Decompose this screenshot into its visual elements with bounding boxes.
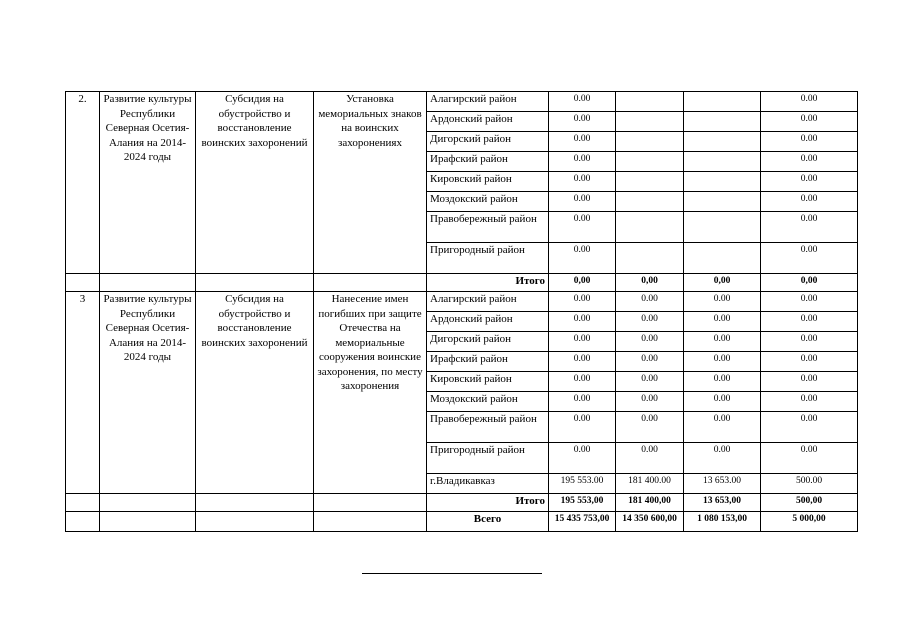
district-name: Моздокский район [427,392,549,412]
district-name: Ирафский район [427,152,549,172]
table-row [66,292,858,312]
grand-total-row [66,512,858,532]
amount-cell: 0.00 [761,412,858,443]
district-name: Пригородный район [427,243,549,274]
amount-cell: 0.00 [549,192,616,212]
amount-cell: 500.00 [761,474,858,494]
amount-cell: 0.00 [684,292,761,312]
table-row [66,92,858,112]
amount-cell: 0.00 [761,292,858,312]
amount-cell: 0.00 [549,212,616,243]
amount-cell [684,112,761,132]
amount-cell: 0.00 [761,312,858,332]
empty-cell [66,512,100,532]
empty-cell [196,494,314,512]
district-name: Дигорский район [427,332,549,352]
empty-cell [66,494,100,512]
amount-cell: 13 653.00 [684,474,761,494]
amount-cell: 0.00 [761,372,858,392]
grand-total-amount: 15 435 753,00 [549,512,616,532]
amount-cell [684,132,761,152]
subtotal-label: Итого [427,274,549,292]
empty-cell [66,274,100,292]
amount-cell [616,92,684,112]
amount-cell [616,152,684,172]
subtotal-amount: 0,00 [684,274,761,292]
district-name: Алагирский район [427,92,549,112]
grand-total-amount: 14 350 600,00 [616,512,684,532]
row-number: 2. [66,92,100,274]
grand-total-amount: 1 080 153,00 [684,512,761,532]
measure-name: Субсидия на обустройство и восстановление воинских захоронений [196,292,314,494]
subtotal-label: Итого [427,494,549,512]
amount-cell: 0.00 [761,192,858,212]
amount-cell [684,212,761,243]
district-name: Кировский район [427,372,549,392]
row-number: 3 [66,292,100,494]
amount-cell: 0.00 [616,372,684,392]
amount-cell [684,152,761,172]
amount-cell: 0.00 [761,332,858,352]
amount-cell: 0.00 [684,332,761,352]
empty-cell [314,512,427,532]
district-name: г.Владикавказ [427,474,549,494]
grand-total-label: Всего [427,512,549,532]
district-name: Алагирский район [427,292,549,312]
amount-cell [616,132,684,152]
empty-cell [314,494,427,512]
amount-cell [684,172,761,192]
subtotal-row [66,494,858,512]
subtotal-amount: 13 653,00 [684,494,761,512]
program-name: Развитие культуры Республики Северная Осетия-Алания на 2014-2024 годы [100,92,196,274]
action-name: Нанесение имен погибших при защите Отечества на мемориальные сооружения воинские захоронения, по месту захоронения [314,292,427,494]
amount-cell: 0.00 [549,132,616,152]
amount-cell [616,192,684,212]
amount-cell: 0.00 [549,92,616,112]
amount-cell [616,212,684,243]
amount-cell: 0.00 [549,292,616,312]
amount-cell: 0.00 [549,172,616,192]
amount-cell [616,243,684,274]
measure-name: Субсидия на обустройство и восстановление воинских захоронений [196,92,314,274]
amount-cell: 0.00 [549,243,616,274]
amount-cell: 0.00 [684,352,761,372]
district-name: Правобережный район [427,212,549,243]
district-name: Ардонский район [427,312,549,332]
subtotal-amount: 500,00 [761,494,858,512]
amount-cell: 0.00 [761,132,858,152]
amount-cell: 0.00 [684,443,761,474]
subtotal-amount: 181 400,00 [616,494,684,512]
subtotal-amount: 195 553,00 [549,494,616,512]
amount-cell: 0.00 [616,443,684,474]
amount-cell: 0.00 [761,92,858,112]
district-name: Кировский район [427,172,549,192]
amount-cell: 0.00 [684,372,761,392]
empty-cell [196,274,314,292]
amount-cell: 0.00 [549,392,616,412]
amount-cell: 0.00 [549,443,616,474]
grand-total-amount: 5 000,00 [761,512,858,532]
amount-cell [684,243,761,274]
amount-cell: 0.00 [684,392,761,412]
empty-cell [196,512,314,532]
amount-cell: 0.00 [616,352,684,372]
amount-cell: 0.00 [761,172,858,192]
amount-cell: 0.00 [616,312,684,332]
amount-cell: 0.00 [549,152,616,172]
amount-cell: 0.00 [761,112,858,132]
district-name: Правобережный район [427,412,549,443]
subtotal-row [66,274,858,292]
program-name: Развитие культуры Республики Северная Осетия-Алания на 2014-2024 годы [100,292,196,494]
empty-cell [314,274,427,292]
amount-cell: 0.00 [616,392,684,412]
amount-cell: 0.00 [549,112,616,132]
district-name: Дигорский район [427,132,549,152]
empty-cell [100,274,196,292]
amount-cell: 0.00 [684,312,761,332]
amount-cell [684,192,761,212]
amount-cell: 0.00 [549,412,616,443]
amount-cell: 195 553.00 [549,474,616,494]
amount-cell: 0.00 [549,332,616,352]
amount-cell: 0.00 [761,152,858,172]
amount-cell: 0.00 [616,412,684,443]
empty-cell [100,512,196,532]
amount-cell: 181 400.00 [616,474,684,494]
amount-cell: 0.00 [616,292,684,312]
amount-cell: 0.00 [549,352,616,372]
district-name: Ирафский район [427,352,549,372]
amount-cell: 0.00 [616,332,684,352]
district-name: Ардонский район [427,112,549,132]
amount-cell: 0.00 [761,352,858,372]
district-name: Пригородный район [427,443,549,474]
funding-table [65,91,858,532]
action-name: Установка мемориальных знаков на воинских захоронениях [314,92,427,274]
amount-cell: 0.00 [761,243,858,274]
amount-cell [616,112,684,132]
subtotal-amount: 0,00 [616,274,684,292]
amount-cell: 0.00 [761,212,858,243]
amount-cell [616,172,684,192]
amount-cell: 0.00 [761,392,858,412]
district-name: Моздокский район [427,192,549,212]
amount-cell: 0.00 [549,312,616,332]
empty-cell [100,494,196,512]
amount-cell: 0.00 [684,412,761,443]
amount-cell: 0.00 [549,372,616,392]
amount-cell: 0.00 [761,443,858,474]
amount-cell [684,92,761,112]
subtotal-amount: 0,00 [761,274,858,292]
subtotal-amount: 0,00 [549,274,616,292]
footer-separator-line [362,573,542,574]
